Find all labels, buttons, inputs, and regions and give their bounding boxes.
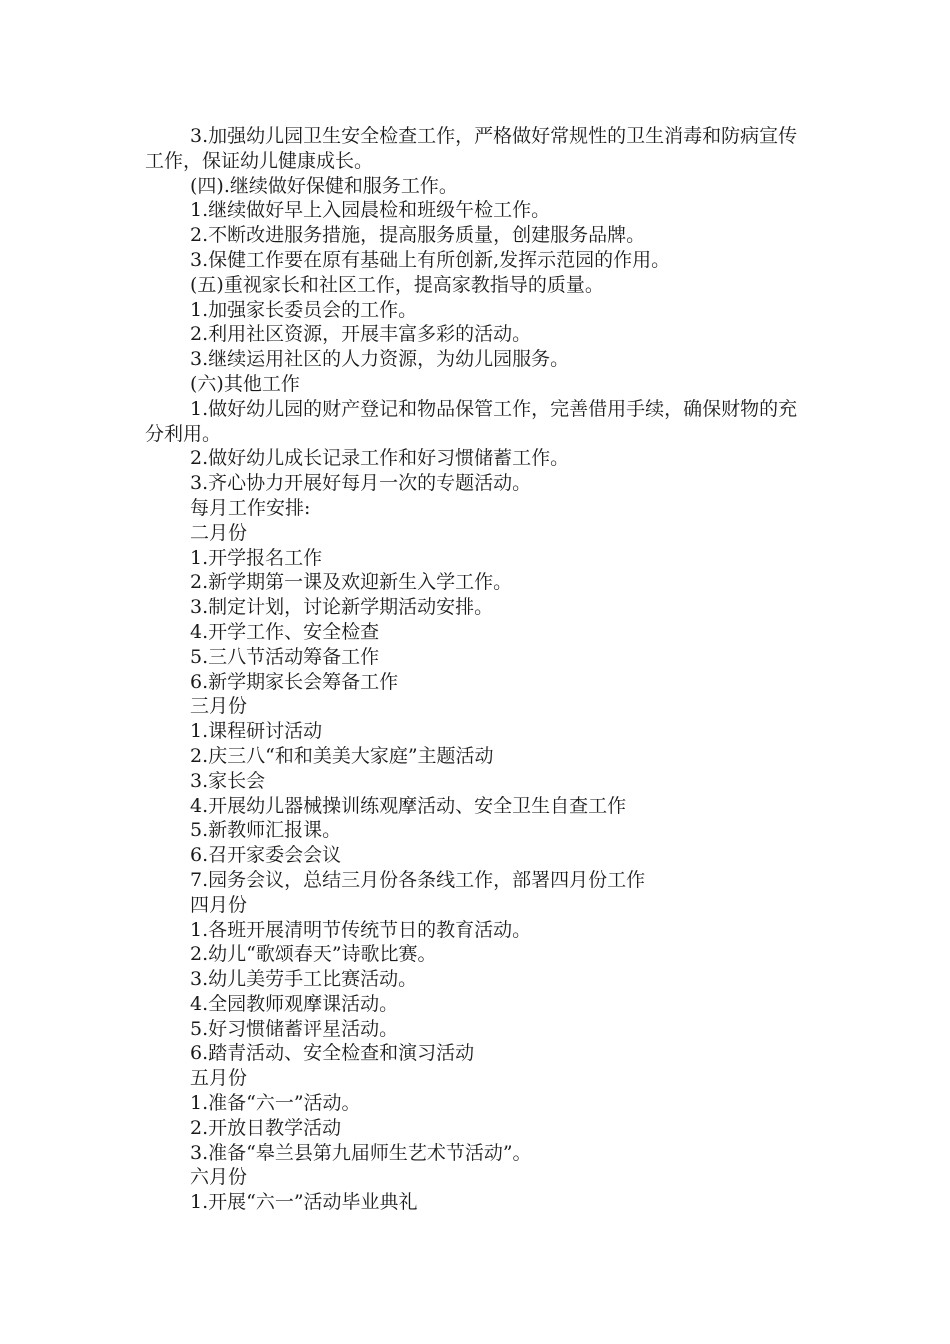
paragraph: 1.加强家长委员会的工作。 (190, 298, 418, 321)
list-item: 6.新学期家长会筹备工作 (190, 670, 399, 693)
list-item: 3.准备“皋兰县第九届师生艺术节活动”。 (190, 1141, 532, 1164)
list-item: 1.准备“六一”活动。 (190, 1092, 361, 1115)
list-item: 7.园务会议，总结三月份各条线工作，部署四月份工作 (190, 868, 646, 891)
list-item: 1.课程研讨活动 (190, 720, 323, 743)
list-item: 2.开放日教学活动 (190, 1116, 342, 1139)
list-item: 2.幼儿“歌颂春天”诗歌比赛。 (190, 943, 437, 966)
list-item: 4.开展幼儿器械操训练观摩活动、安全卫生自查工作 (190, 794, 627, 817)
paragraph: 2.不断改进服务措施，提高服务质量，创建服务品牌。 (190, 224, 646, 247)
section-heading: (五)重视家长和社区工作，提高家教指导的质量。 (190, 273, 604, 296)
list-item: 3.幼儿美劳手工比赛活动。 (190, 968, 418, 991)
paragraph: 3.齐心协力开展好每月一次的专题活动。 (190, 472, 532, 495)
document-body (145, 124, 815, 1215)
month-heading: 四月份 (190, 893, 248, 916)
list-item: 5.三八节活动筹备工作 (190, 645, 380, 668)
section-heading: 每月工作安排: (190, 496, 311, 519)
list-item: 6.召开家委会会议 (190, 844, 342, 867)
month-heading: 二月份 (190, 521, 248, 544)
paragraph: 2.利用社区资源，开展丰富多彩的活动。 (190, 323, 532, 346)
list-item: 3.制定计划，讨论新学期活动安排。 (190, 596, 494, 619)
list-item: 6.踏青活动、安全检查和演习活动 (190, 1042, 475, 1065)
list-item: 2.庆三八“和和美美大家庭”主题活动 (190, 744, 494, 767)
list-item: 4.开学工作、安全检查 (190, 620, 380, 643)
list-item: 1.各班开展清明节传统节日的教育活动。 (190, 918, 532, 941)
section-heading: (四).继续做好保健和服务工作。 (190, 174, 458, 197)
list-item: 1.开学报名工作 (190, 546, 323, 569)
list-item: 1.开展“六一”活动毕业典礼 (190, 1191, 418, 1214)
section-heading: (六)其他工作 (190, 372, 300, 395)
paragraph: 3.保健工作要在原有基础上有所创新,发挥示范园的作用。 (190, 248, 671, 271)
month-heading: 三月份 (190, 695, 248, 718)
paragraph: 1.继续做好早上入园晨检和班级午检工作。 (190, 199, 551, 222)
month-heading: 六月份 (190, 1166, 248, 1189)
list-item: 5.新教师汇报课。 (190, 819, 342, 842)
paragraph: 2.做好幼儿成长记录工作和好习惯储蓄工作。 (190, 447, 570, 470)
list-item: 3.家长会 (190, 769, 266, 792)
paragraph: 3.加强幼儿园卫生安全检查工作，严格做好常规性的卫生消毒和防病宣传工作，保证幼儿健康成长。 (145, 125, 798, 172)
list-item: 5.好习惯储蓄评星活动。 (190, 1017, 399, 1040)
paragraph: 1.做好幼儿园的财产登记和物品保管工作，完善借用手续，确保财物的充分利用。 (145, 397, 798, 445)
list-item: 4.全园教师观摩课活动。 (190, 992, 399, 1015)
paragraph: 3.继续运用社区的人力资源，为幼儿园服务。 (190, 348, 570, 371)
list-item: 2.新学期第一课及欢迎新生入学工作。 (190, 571, 513, 594)
month-heading: 五月份 (190, 1067, 248, 1090)
